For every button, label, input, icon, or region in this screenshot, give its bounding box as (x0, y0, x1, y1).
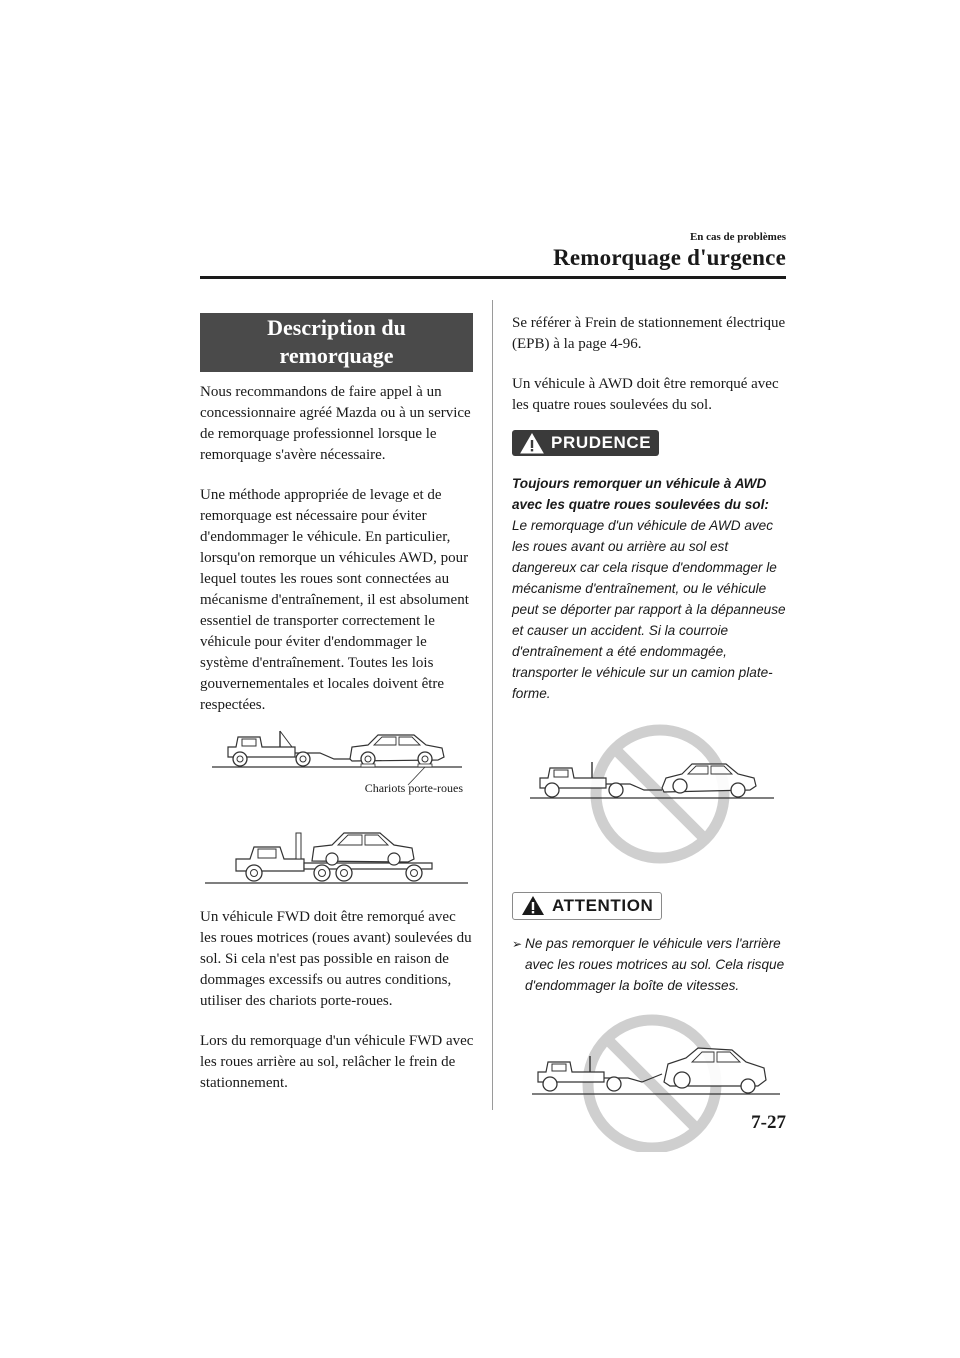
paragraph-recommend-dealer: Nous recommandons de faire appel à un concessionnaire agréé Mazda ou à un service de remorquage professionnel lorsque le remorquage s'avère nécessaire. (200, 384, 471, 463)
figure-flatbed-truck (200, 811, 475, 907)
paragraph-towing-method: Une méthode appropriée de levage et de remorquage est nécessaire pour éviter d'endommager le véhicule. En particulier, lorsqu'on remorque un véhicules AWD, pour lequel toutes les roues sont connectées au mécanisme d'entraînement, il est absolument essentiel de transporter correctement le véhicule pour éviter d'endommager le système d'entraînement. Toutes les lois gouvernementales et locales doivent être respectées. (200, 487, 469, 713)
warning-triangle-icon (520, 433, 544, 454)
header-rule (200, 276, 786, 279)
section-heading-line2: remorquage (279, 343, 394, 368)
column-divider (492, 300, 493, 1110)
figure-tow-with-dollies (200, 729, 475, 801)
page-number: 7-27 (751, 1112, 786, 1133)
attention-text: Ne pas remorquer le véhicule vers l'arrière avec les roues motrices au sol. Cela risque d'endommager la boîte de vitesses. (525, 936, 785, 993)
prudence-text: Le remorquage d'un véhicule de AWD avec les roues avant ou arrière au sol est dangereux car cela risque d'endommager le mécanisme d'entraînement, ou le véhicule peut se déporter par rapport à la dépanneuse et causer un accident. Si la courroie d'entraînement a été endommagée, transporter le véhicule sur un camion plate-forme. (512, 517, 786, 701)
attention-bullet (512, 933, 787, 996)
attention-label: ATTENTION (552, 895, 654, 915)
chapter-title: En cas de problèmes (689, 231, 786, 243)
label-wheel-dollies: Chariots porte-roues (364, 781, 463, 795)
right-column (512, 313, 787, 1152)
paragraph-awd-towing: Un véhicule à AWD doit être remorqué avec les quatre roues soulevées du sol. (512, 376, 779, 413)
tow-truck-dollies-illustration (200, 729, 475, 789)
paragraph-release-parking-brake: Lors du remorquage d'un véhicule FWD avec les roues arrière au sol, relâcher le frein de stationnement. (200, 1033, 474, 1091)
attention-badge (512, 892, 662, 920)
figure-prohibited-reverse-tow (512, 1002, 787, 1152)
flatbed-truck-illustration (200, 811, 475, 889)
figure-prohibited-awd-tow (512, 718, 787, 866)
warning-triangle-icon (521, 895, 545, 916)
section-heading (200, 313, 473, 372)
prudence-heading: Toujours remorquer un véhicule à AWD avec les quatre roues soulevées du sol: (512, 475, 769, 512)
left-column (200, 313, 475, 1113)
prohibited-tow-illustration (512, 718, 787, 866)
paragraph-epb-reference: Se référer à Frein de stationnement électrique (EPB) à la page 4-96. (512, 315, 786, 352)
prudence-badge (512, 430, 659, 456)
paragraph-fwd-towing: Un véhicule FWD doit être remorqué avec les roues motrices (roues avant) soulevées du sol. Si cela n'est pas possible en raison de dommages excessifs ou autres conditions, utiliser des chariots porte-roues. (200, 909, 472, 1009)
prohibited-reverse-tow-illustration (512, 1002, 787, 1152)
bullet-arrow-icon: ➢ (512, 937, 523, 951)
prudence-label: PRUDENCE (551, 433, 652, 452)
prudence-block (512, 473, 787, 704)
page-title: Remorquage d'urgence (553, 245, 786, 270)
section-heading-line1: Description du (267, 315, 406, 340)
